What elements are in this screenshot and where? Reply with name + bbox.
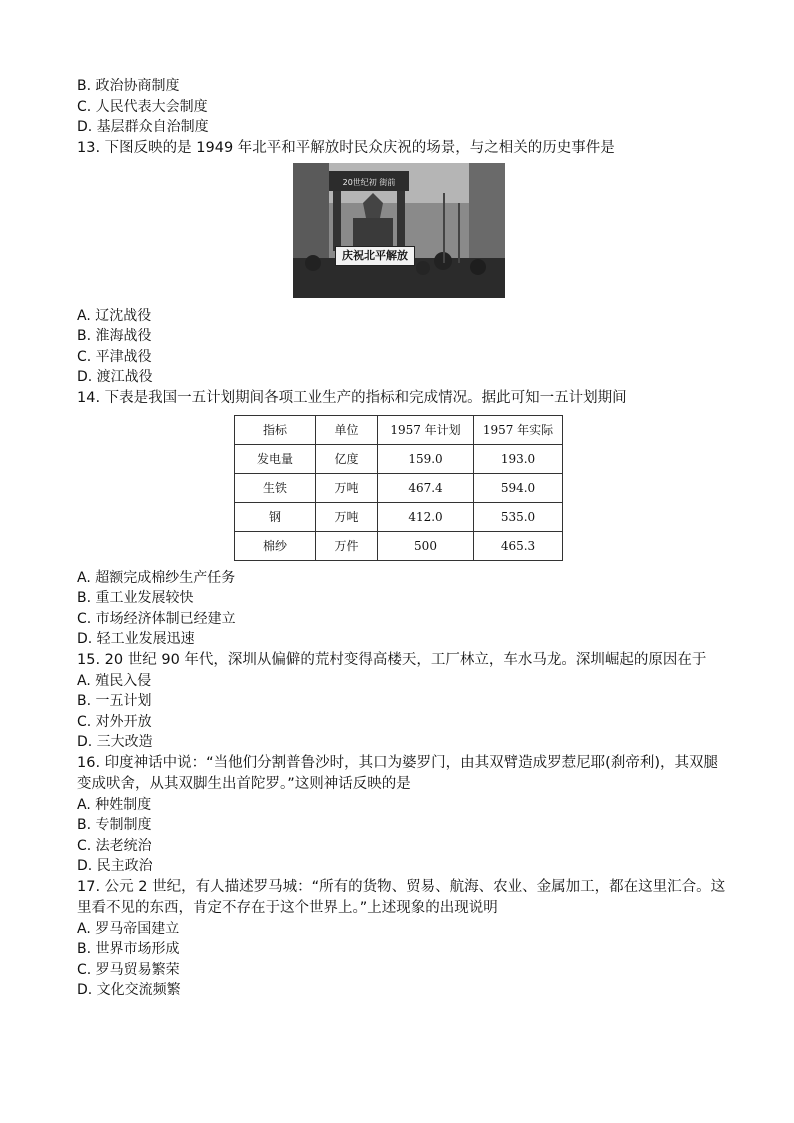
q13-option-a[interactable]: A. 辽沈战役 <box>77 307 152 324</box>
question-13 <box>77 138 727 388</box>
table-row <box>235 444 563 473</box>
table-row <box>235 502 563 531</box>
table-cell: 535.0 <box>474 502 563 531</box>
q14-table <box>234 415 563 561</box>
q13-stem: 13. 下图反映的是 1949 年北平和平解放时民众庆祝的场景，与之相关的历史事件是 <box>77 139 615 156</box>
q17-option-c[interactable]: C. 罗马贸易繁荣 <box>77 961 180 978</box>
table-cell: 465.3 <box>474 531 563 560</box>
q14-option-c[interactable]: C. 市场经济体制已经建立 <box>77 610 236 627</box>
q13-photo <box>293 163 505 298</box>
q14-option-b[interactable]: B. 重工业发展较快 <box>77 590 194 606</box>
table-cell: 亿度 <box>316 444 378 473</box>
q17-option-d[interactable]: D. 文化交流频繁 <box>77 982 181 998</box>
q12-option-c[interactable]: C. 人民代表大会制度 <box>77 98 208 115</box>
table-cell: 159.0 <box>378 444 474 473</box>
table-header-row <box>235 415 563 444</box>
q16-stem: 16. 印度神话中说：“当他们分割普鲁沙时，其口为婆罗门，由其双臂造成罗惹尼耶(刹帝利)，其双腿变成吠舍，从其双脚生出首陀罗。”这则神话反映的是 <box>77 754 718 792</box>
q16-option-a[interactable]: A. 种姓制度 <box>77 796 152 813</box>
q12-options <box>77 76 727 138</box>
table-header-cell: 1957 年计划 <box>378 415 474 444</box>
table-header-cell: 指标 <box>235 415 316 444</box>
table-cell: 412.0 <box>378 502 474 531</box>
q16-option-b[interactable]: B. 专制制度 <box>77 817 152 833</box>
table-cell: 500 <box>378 531 474 560</box>
table-cell: 万吨 <box>316 502 378 531</box>
question-16 <box>77 753 727 877</box>
table-header-cell: 1957 年实际 <box>474 415 563 444</box>
q15-option-c[interactable]: C. 对外开放 <box>77 713 152 730</box>
q15-stem: 15. 20 世纪 90 年代，深圳从偏僻的荒村变得高楼天，工厂林立，车水马龙。深圳崛起的原因在于 <box>77 651 707 668</box>
q17-option-b[interactable]: B. 世界市场形成 <box>77 941 180 957</box>
gate-sign: 20世纪初 街前 <box>342 177 396 187</box>
table-cell: 万件 <box>316 531 378 560</box>
table-cell: 棉纱 <box>235 531 316 560</box>
question-14 <box>77 388 727 650</box>
q13-option-c[interactable]: C. 平津战役 <box>77 348 152 365</box>
q17-stem: 17. 公元 2 世纪，有人描述罗马城：“所有的货物、贸易、航海、农业、金属加工，都在这里汇合。这里看不见的东西，肯定不存在于这个世界上。”上述现象的出现说明 <box>77 878 726 916</box>
q16-option-c[interactable]: C. 法老统治 <box>77 837 152 854</box>
q15-option-d[interactable]: D. 三大改造 <box>77 734 153 750</box>
q16-option-d[interactable]: D. 民主政治 <box>77 858 153 874</box>
q15-option-b[interactable]: B. 一五计划 <box>77 693 152 709</box>
q14-stem: 14. 下表是我国一五计划期间各项工业生产的指标和完成情况。据此可知一五计划期间 <box>77 389 627 406</box>
celebration-banner: 庆祝北平解放 <box>335 246 415 266</box>
q17-option-a[interactable]: A. 罗马帝国建立 <box>77 920 180 937</box>
table-cell: 发电量 <box>235 444 316 473</box>
q14-option-a[interactable]: A. 超额完成棉纱生产任务 <box>77 569 236 586</box>
question-15 <box>77 650 727 753</box>
q15-option-a[interactable]: A. 殖民入侵 <box>77 672 152 689</box>
q13-option-b[interactable]: B. 淮海战役 <box>77 328 152 344</box>
q14-option-d[interactable]: D. 轻工业发展迅速 <box>77 631 195 647</box>
table-header-cell: 单位 <box>316 415 378 444</box>
table-cell: 万吨 <box>316 473 378 502</box>
exam-page <box>77 76 727 1001</box>
table-cell: 193.0 <box>474 444 563 473</box>
table-cell: 钢 <box>235 502 316 531</box>
q12-option-b[interactable]: B. 政治协商制度 <box>77 78 180 94</box>
q12-option-d[interactable]: D. 基层群众自治制度 <box>77 119 209 135</box>
table-cell: 生铁 <box>235 473 316 502</box>
table-row <box>235 531 563 560</box>
table-cell: 467.4 <box>378 473 474 502</box>
table-row <box>235 473 563 502</box>
q13-option-d[interactable]: D. 渡江战役 <box>77 369 153 385</box>
table-cell: 594.0 <box>474 473 563 502</box>
question-17 <box>77 877 727 1001</box>
